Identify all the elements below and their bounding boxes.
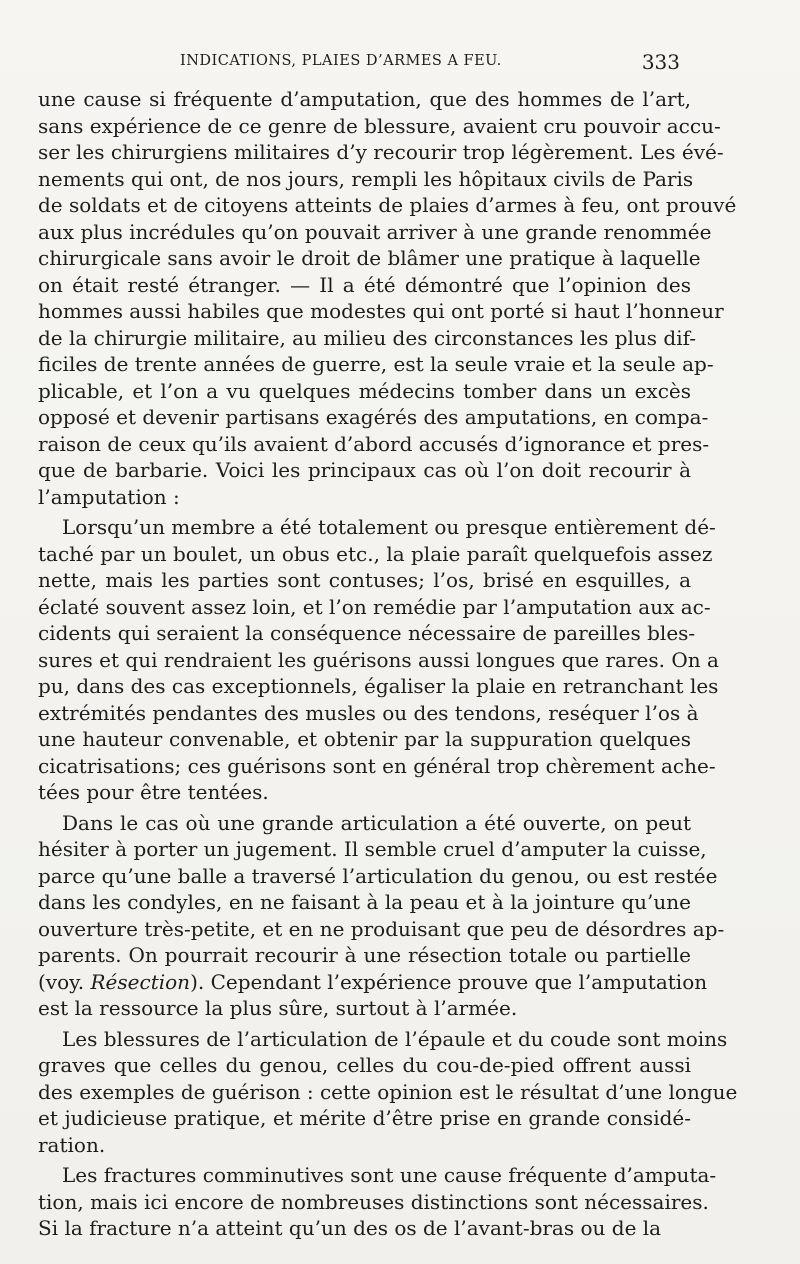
paragraph [38, 1026, 738, 1159]
text-line: sures et qui rendraient les guérisons aussi longues que rares. On a [38, 647, 719, 672]
running-head: INDICATIONS, PLAIES D’ARMES A FEU. [180, 53, 502, 69]
text-line: ouverture très-petite, et en ne produisant que peu de désordres ap- [38, 916, 725, 941]
text-line: tées pour être tentées. [38, 780, 269, 804]
text-line: éclaté souvent assez loin, et l’on remédie par l’amputation aux ac- [38, 594, 711, 619]
text-line: une cause si fréquente d’amputation, que des hommes de l’art, [38, 87, 691, 111]
text-line: chirurgicale sans avoir le droit de blâmer une pratique à laquelle [38, 246, 701, 270]
text-line: ser les chirurgiens militaires d’y recourir trop légèrement. Les évé- [38, 140, 724, 164]
text-line: dans les condyles, en ne faisant à la peau et à la jointure qu’une [38, 890, 691, 914]
text-line: une hauteur convenable, et obtenir par la suppuration quelques [38, 727, 691, 751]
text-line: de la chirurgie militaire, au milieu des circonstances les plus dif- [38, 325, 697, 350]
text-line: raison de ceux qu’ils avaient d’abord accusés d’ignorance et pres- [38, 431, 710, 456]
text-line: Si la fracture n’a atteint qu’un des os de l’avant-bras ou de la [38, 1216, 662, 1240]
text-line: Dans le cas où une grande articulation a été ouverte, on peut [62, 810, 691, 835]
text-line: cidents qui seraient la conséquence nécessaire de pareilles bles- [38, 621, 696, 645]
text-line: et judicieuse pratique, et mérite d’être prise en grande considé- [38, 1106, 691, 1130]
text-line: plicable, et l’on a vu quelques médecins tomber dans un excès [38, 378, 691, 403]
text-line: ration. [38, 1132, 106, 1157]
text-line: cicatrisations; ces guérisons sont en général trop chèrement ache- [38, 753, 716, 778]
paragraph [38, 514, 719, 806]
paragraph [38, 1162, 717, 1242]
text-line: on était resté étranger. — Il a été démontré que l’opinion des [38, 272, 691, 297]
text-line: ficiles de trente années de guerre, est la seule vraie et la seule ap- [38, 352, 714, 376]
text-line: de soldats et de citoyens atteints de plaies d’armes à feu, ont prouvé [38, 193, 737, 217]
body-text [38, 86, 738, 1242]
text-line: nements qui ont, de nos jours, rempli les hôpitaux civils de Paris [38, 166, 694, 191]
text-line: opposé et devenir partisans exagérés des amputations, en compa- [38, 405, 709, 429]
text-line: Lorsqu’un membre a été totalement ou presque entièrement dé- [62, 515, 716, 539]
text-line: Les blessures de l’articulation de l’épaule et du coude sont moins [62, 1026, 728, 1051]
text-line: hésiter à porter un jugement. Il semble cruel d’amputer la cuisse, [38, 837, 707, 861]
page-header [180, 50, 680, 78]
text-line: tion, mais ici encore de nombreuses distinctions sont nécessaires. [38, 1189, 709, 1214]
text-line: que de barbarie. Voici les principaux cas où l’on doit recourir à [38, 458, 691, 482]
page-number: 333 [641, 50, 680, 74]
text-line: graves que celles du genou, celles du cou-de-pied offrent aussi [38, 1053, 691, 1077]
text-line: nette, mais les parties sont contuses; l’os, brisé en esquilles, a [38, 568, 691, 592]
text-line: Les fractures comminutives sont une cause fréquente d’amputa- [62, 1163, 717, 1187]
text-line: hommes aussi habiles que modestes qui ont porté si haut l’honneur [38, 299, 724, 323]
text-line: aux plus incrédules qu’on pouvait arriver à une grande renommée [38, 219, 712, 244]
text-line: (voy. Résection). Cependant l’expérience prouve que l’amputation [38, 969, 708, 994]
text-line: est la ressource la plus sûre, surtout à l’armée. [38, 996, 518, 1020]
text-line: parce qu’une balle a traversé l’articulation du genou, ou est restée [38, 863, 718, 888]
text-line: taché par un boulet, un obus etc., la plaie paraît quelquefois assez [38, 541, 713, 566]
text-line: sans expérience de ce genre de blessure, avaient cru pouvoir accu- [38, 113, 721, 138]
text-line: des exemples de guérison : cette opinion est le résultat d’une longue [38, 1079, 738, 1104]
text-line: pu, dans des cas exceptionnels, égaliser la plaie en retranchant les [38, 674, 719, 698]
paragraph [38, 810, 725, 1022]
text-line: extrémités pendantes des musles ou des tendons, reséquer l’os à [38, 700, 699, 725]
paragraph [38, 86, 737, 510]
text-line: l’amputation : [38, 484, 180, 509]
text-line: parents. On pourrait recourir à une résection totale ou partielle [38, 943, 691, 967]
